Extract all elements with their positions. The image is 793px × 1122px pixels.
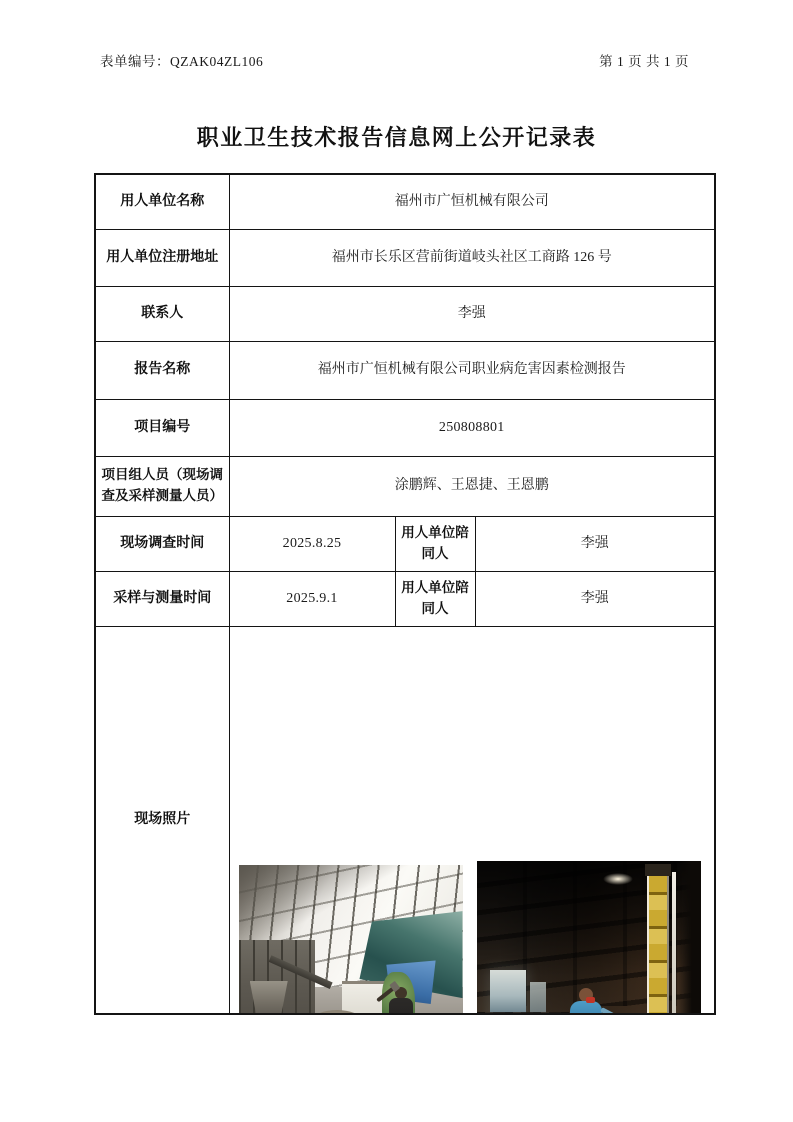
row-survey-date <box>95 516 715 571</box>
photo-hopper <box>250 981 288 1014</box>
employer-name-label: 用人单位名称 <box>95 174 229 229</box>
photo-forklift-mast <box>647 876 669 1014</box>
form-number-value: QZAK04ZL106 <box>170 54 264 69</box>
document-title: 职业卫生技术报告信息网上公开记录表 <box>196 125 597 150</box>
survey-date-value: 2025.8.25 <box>229 516 395 571</box>
sampling-date-label: 采样与测量时间 <box>95 571 229 626</box>
photo-bright-opening-small <box>530 982 546 1014</box>
row-project-number <box>95 399 715 456</box>
form-number <box>100 50 263 70</box>
photo-racks <box>477 1012 578 1014</box>
row-sampling-date <box>95 571 715 626</box>
employer-name-value: 福州市广恒机械有限公司 <box>229 174 715 229</box>
row-employer-name <box>95 174 715 229</box>
survey-escort-value: 李强 <box>475 516 715 571</box>
project-team-label: 项目组人员（现场调查及采样测量人员） <box>95 456 229 516</box>
site-photo-forklift <box>477 861 701 1014</box>
sampling-escort-label: 用人单位陪同人 <box>395 571 475 626</box>
survey-date-label: 现场调查时间 <box>95 516 229 571</box>
site-photo-workshop <box>239 865 463 1014</box>
page-header <box>100 50 689 70</box>
contact-person-label: 联系人 <box>95 286 229 341</box>
project-team-value: 涂鹏辉、王恩捷、王恩鹏 <box>229 456 715 516</box>
form-number-label: 表单编号： <box>100 54 170 69</box>
sampling-escort-value: 李强 <box>475 571 715 626</box>
project-number-label: 项目编号 <box>95 399 229 456</box>
photo-lamp-glow <box>603 873 633 885</box>
survey-escort-label: 用人单位陪同人 <box>395 516 475 571</box>
site-photos-label: 现场照片 <box>95 626 229 1014</box>
photo-dark-post <box>678 861 700 1014</box>
row-site-photos <box>95 626 715 1014</box>
employer-address-label: 用人单位注册地址 <box>95 229 229 286</box>
sampling-date-value: 2025.9.1 <box>229 571 395 626</box>
photo-operator-mask <box>586 997 595 1003</box>
site-photos-cell <box>229 626 715 1014</box>
record-table <box>94 173 716 1015</box>
report-name-label: 报告名称 <box>95 341 229 399</box>
report-name-value: 福州市广恒机械有限公司职业病危害因素检测报告 <box>229 341 715 399</box>
employer-address-value: 福州市长乐区营前街道岐头社区工商路 126 号 <box>229 229 715 286</box>
photo-bright-opening <box>490 970 526 1014</box>
contact-person-value: 李强 <box>229 286 715 341</box>
photo-operator-arm <box>600 1007 622 1014</box>
row-contact-person <box>95 286 715 341</box>
page-indicator: 第 1 页 共 1 页 <box>599 54 689 69</box>
row-report-name <box>95 341 715 399</box>
row-employer-address <box>95 229 715 286</box>
row-project-team <box>95 456 715 516</box>
project-number-value: 250808801 <box>229 399 715 456</box>
